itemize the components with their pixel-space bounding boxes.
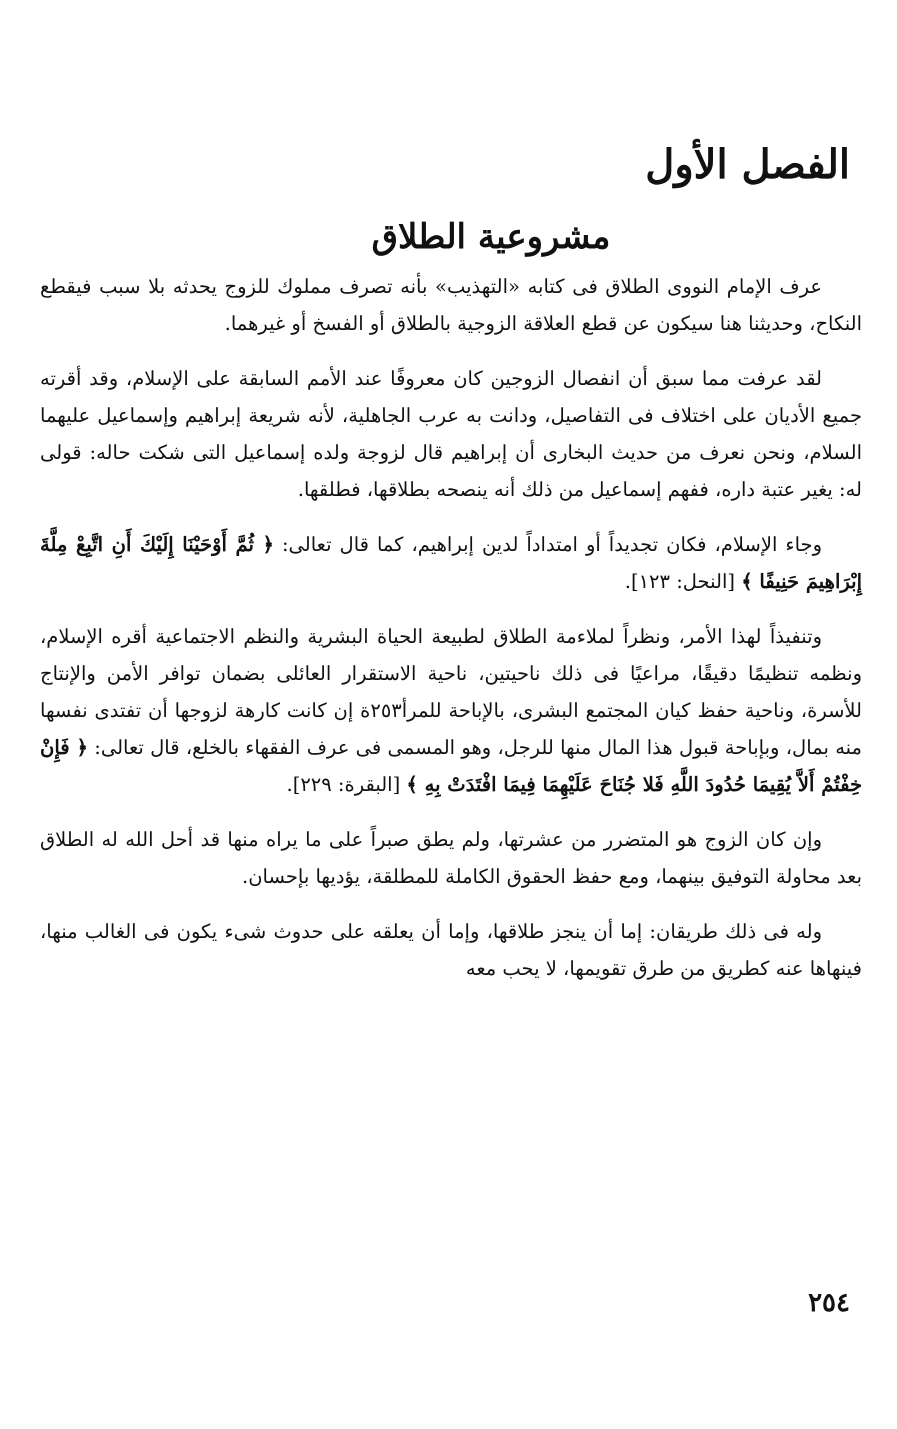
paragraph-text: وله فى ذلك طريقان: إما أن ينجز طلاقها، وإما أن يعلقه على حدوث شىء يكون فى الغالب منها، فينهاها عنه كطريق من طرق تقويمها، لا يحب معه [40, 920, 862, 980]
section-title: مشروعية الطلاق [371, 217, 611, 257]
paragraph-text: وجاء الإسلام، فكان تجديداً أو امتداداً لدين إبراهيم، كما قال تعالى: [281, 533, 822, 556]
quran-verse: ﴿ فَإِنْ خِفْتُمْ أَلاَّ يُقِيمَا حُدُودَ اللَّهِ فَلا جُنَاحَ عَلَيْهِمَا فِيمَا افْتَدَتْ بِهِ ﴾ [40, 736, 862, 796]
paragraph-history [40, 360, 862, 508]
paragraph-text: وإن كان الزوج هو المتضرر من عشرتها، ولم يطق صبراً على ما يراه منها قد أحل الله له الطلاق بعد محاولة التوفيق بينهما، ومع حفظ الحقوق الكاملة للمطلقة، يؤديها بإحسان. [40, 828, 862, 888]
paragraph-husband [40, 821, 862, 895]
paragraph-text: وتنفيذاً لهذا الأمر، ونظراً لملاءمة الطلاق لطبيعة الحياة البشرية والنظم الاجتماعية أقره الإسلام، ونظمه تنظيمًا دقيقًا، مراعيًا فى ذلك ناحيتين، ناحية الاستقرار العائلى بضمان توافر الأمن والإنتاج للأسرة، وناحية حفظ كيان المجتمع البشرى، بالإباحة للمرأ٢٥٣ة إن كانت كارهة لزوجها أن تفتدى نفسها منه بمال، وبإباحة قبول هذا المال منها للرجل، وهو المسمى فى عرف الفقهاء بالخلع، قال تعالى: [40, 625, 862, 759]
quran-verse: ﴿ ثُمَّ أَوْحَيْنَا إِلَيْكَ أَنِ اتَّبِعْ مِلَّةَ إِبْرَاهِيمَ حَنِيفًا ﴾ [40, 533, 862, 593]
page-number: ٢٥٤ [808, 1288, 850, 1318]
verse-reference: [البقرة: ٢٢٩]. [286, 773, 401, 796]
paragraph-two-ways [40, 913, 862, 987]
book-page [40, 0, 862, 1429]
paragraph-text: لقد عرفت مما سبق أن انفصال الزوجين كان معروفًا عند الأمم السابقة على الإسلام، وقد أقرته جميع الأديان على اختلاف فى التفاصيل، ودانت به عرب الجاهلية، لأنه شريعة إبراهيم وإسماعيل عليهما السلام، ونحن نعرف من حديث البخارى أن إبراهيم قال لزوجة ولده إسماعيل التى شكت حاله: قولى له: يغير عتبة داره، ففهم إسماعيل من ذلك أنه ينصحه بطلاقها، فطلقها. [40, 367, 862, 501]
paragraph-regulation [40, 618, 862, 803]
chapter-title: الفصل الأول [645, 141, 850, 188]
verse-reference: [النحل: ١٢٣]. [624, 570, 735, 593]
body-text [40, 268, 862, 987]
paragraph-definition [40, 268, 862, 342]
paragraph-islam [40, 526, 862, 600]
paragraph-text: عرف الإمام النووى الطلاق فى كتابه «التهذيب» بأنه تصرف مملوك للزوج يحدثه بلا سبب فيقطع النكاح، وحديثنا هنا سيكون عن قطع العلاقة الزوجية بالطلاق أو الفسخ أو غيرهما. [40, 275, 862, 335]
